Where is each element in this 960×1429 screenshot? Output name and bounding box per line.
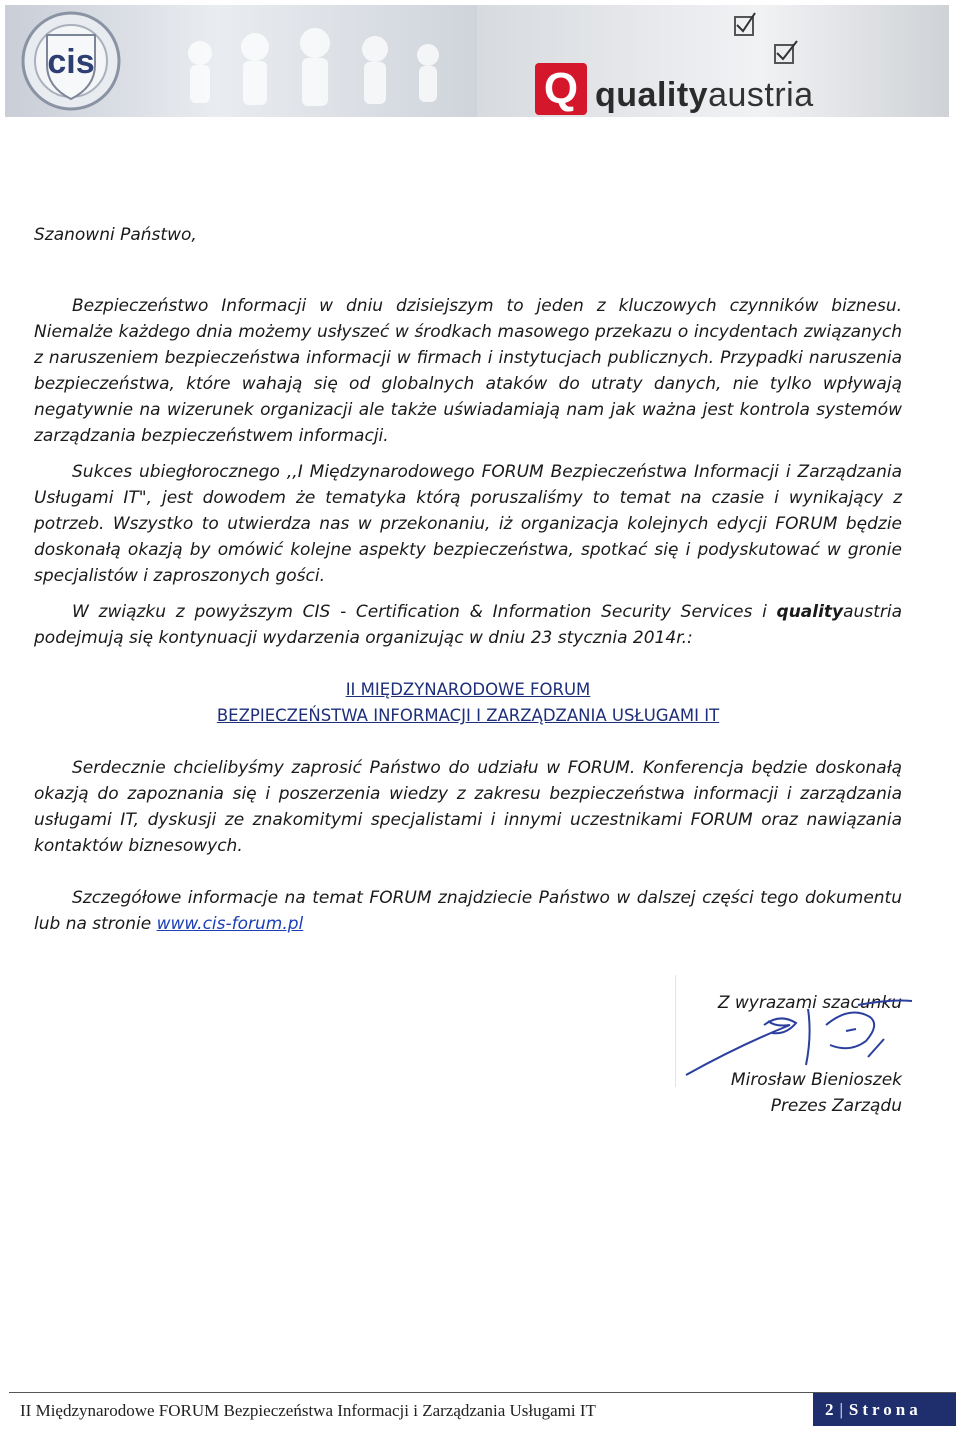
salutation: Szanowni Państwo,: [34, 225, 197, 245]
paragraph-success: Sukces ubiegłorocznego ,,I Międzynarodowego FORUM Bezpieczeństwa Informacji i Zarządzania Usługami IT", jest dowodem że tematyka którą poruszaliśmy to temat na czasie i wynikający z potrzeb. Wszystko to utwierdza nas w przekonaniu, iż organizacja kolejnych edycji FORUM będzie doskonałą okazją by omówić kolejne aspekty bezpieczeństwa, spotkać się i podyskutować w gronie specjalistów i zaproszonych gości.: [34, 462, 902, 586]
footer-title: II Międzynarodowe FORUM Bezpieczeństwa Informacji i Zarządzania Usługami IT: [20, 1401, 596, 1420]
forum-title: [34, 677, 902, 729]
svg-text:cis: cis: [47, 43, 95, 81]
header-banner: [5, 5, 949, 117]
qualityaustria-logo: [535, 63, 814, 115]
paragraph-announcement: W związku z powyższym CIS - Certification & Information Security Services i qualityaustria podejmują się kontynuacji wydarzenia organizując w dniu 23 stycznia 2014r.:: [34, 602, 902, 648]
chess-pawns-image: [170, 13, 470, 113]
signer-name: Mirosław Bienioszek: [730, 1070, 902, 1090]
cis-logo: [11, 9, 133, 113]
signer-block: [731, 1067, 902, 1119]
qualityaustria-q-mark: Q: [535, 63, 587, 115]
paragraph-intro: Bezpieczeństwo Informacji w dniu dzisiejszym to jeden z kluczowych czynników biznesu. Niemalże każdego dnia możemy usłyszeć w środkach masowego przekazu o incydentach związanych z naruszeniem bezpieczeństwa informacji w firmach i instytucjach publicznych. Przypadki naruszenia bezpieczeństwa, które wahają się od globalnych ataków do utraty danych, nie tylko wpływają negatywnie na wizerunek organizacji ale także uświadamiają nam jak ważna jest kontrola systemów zarządzania bezpieczeństwem informacji.: [34, 296, 902, 446]
cis-banner: [5, 5, 477, 117]
paragraph-invitation: Serdecznie chcielibyśmy zaprosić Państwo do udziału w FORUM. Konferencja będzie doskonałą okazją do zapoznania się i poszerzenia wiedzy z zakresu bezpieczeństwa informacji i zarządzania usługami IT, dyskusji ze znakomitymi specjalistami i innymi uczestnikami FORUM oraz nawiązania kontaktów biznesowych.: [34, 758, 902, 856]
forum-title-line1: II MIĘDZYNARODOWE FORUM: [345, 680, 591, 699]
page-separator: |: [839, 1399, 843, 1419]
qualityaustria-wordmark: qualityaustria: [595, 76, 814, 114]
closing-phrase: Z wyrazami szacunku: [717, 993, 902, 1013]
qualityaustria-banner: [477, 5, 949, 117]
paragraph-details: Szczegółowe informacje na temat FORUM znajdziecie Państwo w dalszej części tego dokumentu lub na stronie www.cis-forum.pl: [34, 888, 902, 934]
page-number: 2: [825, 1399, 834, 1419]
forum-website-link[interactable]: www.cis-forum.pl: [156, 914, 304, 934]
page-label: Strona: [848, 1399, 922, 1419]
forum-title-line2: BEZPIECZEŃSTWA INFORMACJI I ZARZĄDZANIA USŁUGAMI IT: [216, 706, 720, 725]
page-number-box: [813, 1393, 956, 1426]
signer-title: Prezes Zarządu: [770, 1096, 902, 1116]
